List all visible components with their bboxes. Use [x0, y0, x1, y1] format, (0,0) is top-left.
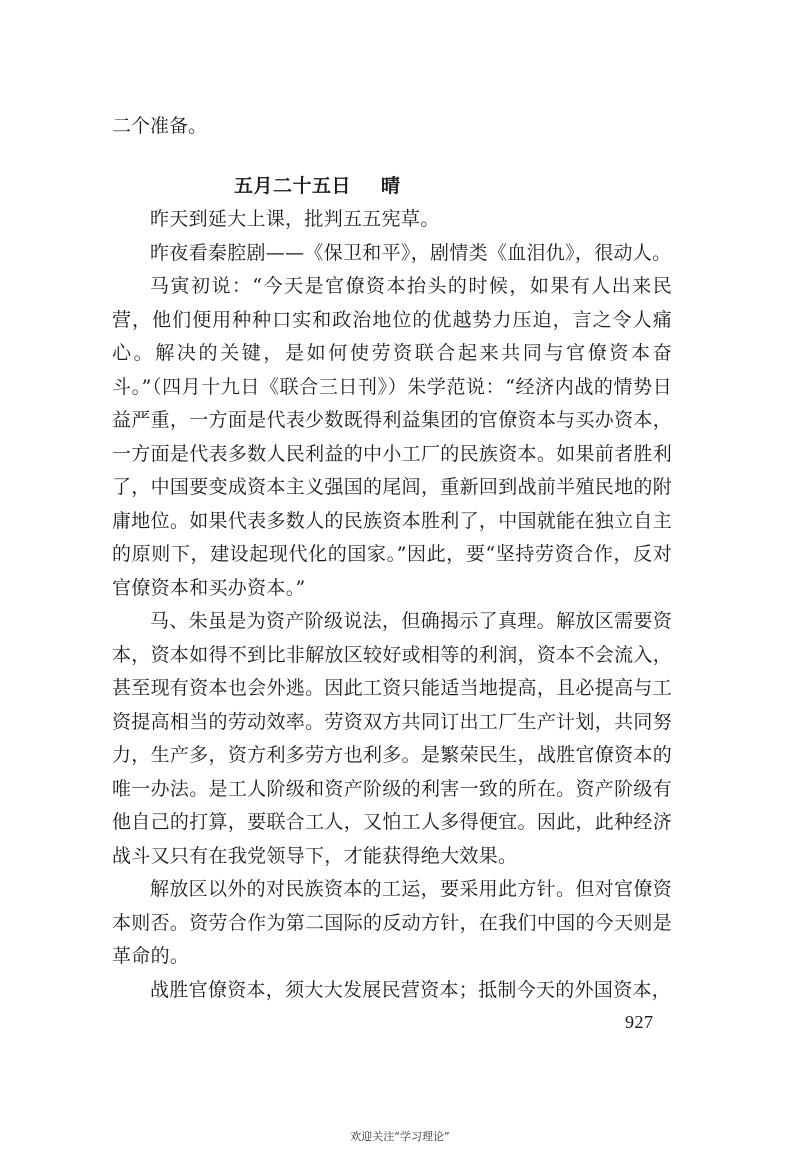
footer-note: 欢迎关注“学习理论” — [350, 1130, 450, 1143]
diary-weather: 晴 — [381, 175, 401, 197]
diary-date-heading — [234, 170, 401, 203]
paragraph-6: 战胜官僚资本，须大大发展民营资本；抵制今天的外国资本， — [150, 978, 672, 1001]
continuation-line: 二个准备。 — [112, 115, 208, 137]
paragraph-1: 昨天到延大上课，批判五五宪草。 — [150, 208, 440, 230]
paragraph-5: 解放区以外的对民族资本的工运，要采用此方针。但对官僚资本则否。资劳合作为第二国际的反动方针，在我们中国的今天则是革命的。 — [112, 878, 672, 967]
paragraph-3: 马寅初说：“今天是官僚资本抬头的时候，如果有人出来民营，他们便用种种口实和政治地位的优越势力压迫，言之令人痛心。解决的关键，是如何使劳资联合起来共同与官僚资本奋斗。”（四月十九日《联合三日刊》）朱学范说：“经济内战的情势日益严重，一方面是代表少数既得利益集团的官僚资本与买办资本，一方面是代表多数人民利益的中小工厂的民族资本。如果前者胜利了，中国要变成资本主义强国的尾闾，重新回到战前半殖民地的附庸地位。如果代表多数人的民族资本胜利了，中国就能在独立自主的原则下，建设起现代化的国家。”因此，要“坚持劳资合作，反对官僚资本和买办资本。” — [112, 275, 672, 599]
paragraph-2: 昨夜看秦腔剧——《保卫和平》，剧情类《血泪仇》，很动人。 — [150, 241, 672, 264]
page-number: 927 — [625, 1012, 654, 1032]
diary-date: 五月二十五日 — [234, 175, 352, 197]
paragraph-4: 马、朱虽是为资产阶级说法，但确揭示了真理。解放区需要资本，资本如得不到比非解放区较好或相等的利润，资本不会流入，甚至现有资本也会外逃。因此工资只能适当地提高，且必提高与工资提高相当的劳动效率。劳资双方共同订出工厂生产计划，共同努力，生产多，资方利多劳方也利多。是繁荣民生，战胜官僚资本的唯一办法。是工人阶级和资产阶级的利害一致的所在。资产阶级有他自己的打算，要联合工人，又怕工人多得便宜。因此，此种经济战斗又只有在我党领导下，才能获得绝大效果。 — [112, 610, 672, 867]
body-text — [112, 203, 672, 1007]
